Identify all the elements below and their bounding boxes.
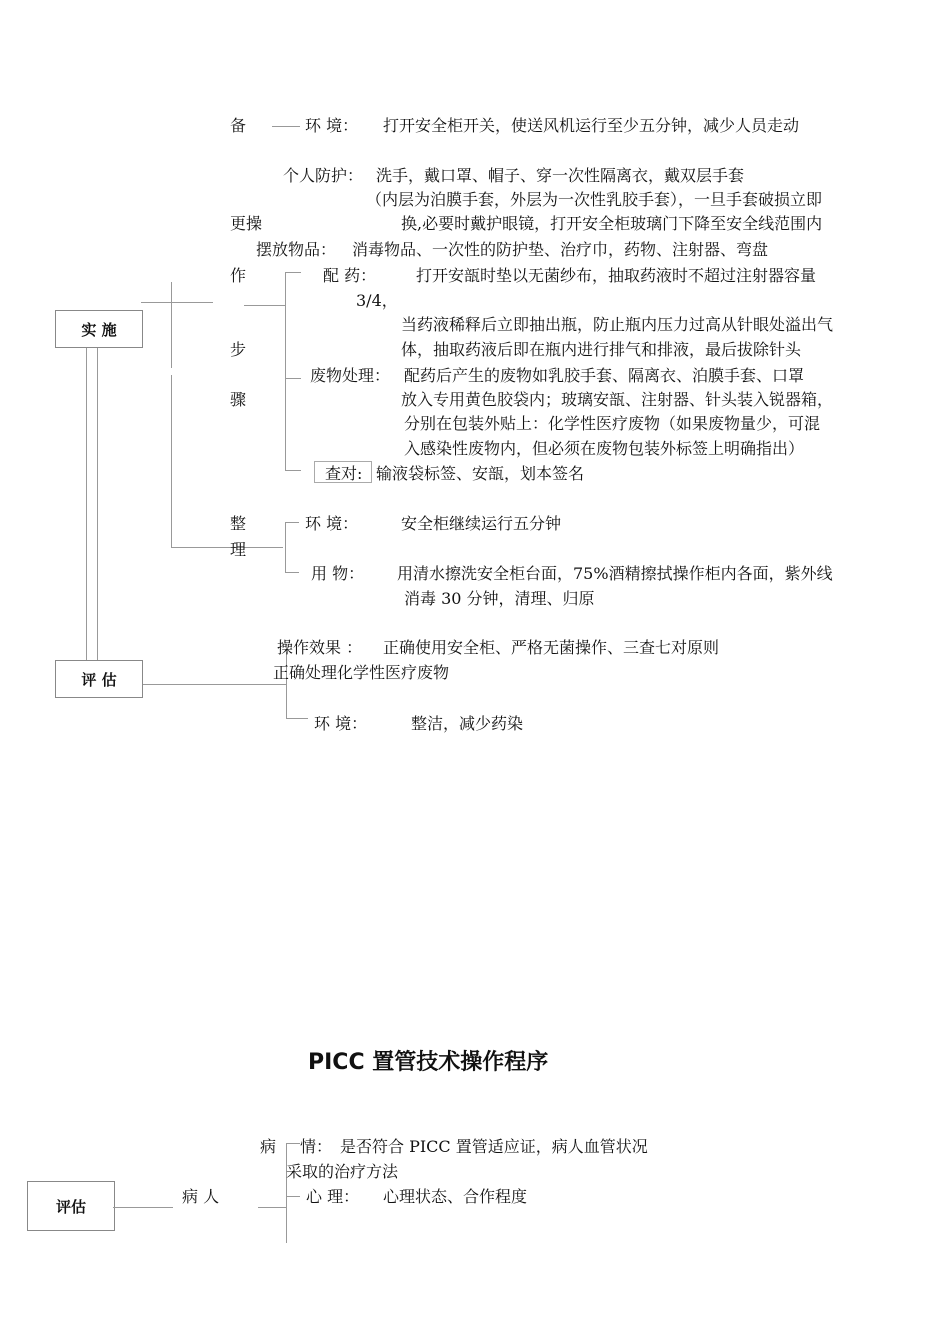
assessment-box: 评估 (27, 1181, 115, 1231)
line-implement-stem-a (86, 348, 87, 660)
eval-env-text: 整洁，减少药染 (411, 714, 524, 733)
side-label-bu: 步 (230, 340, 247, 359)
check-label: 查对: (325, 464, 363, 483)
line-steps-bracket (285, 272, 286, 470)
eval-effect-text: 正确使用安全柜、严格无菌操作、三查七对原则 (383, 638, 720, 657)
waste-line-1: 配药后产生的废物如乳胶手套、隔离衣、泊膜手套、口罩 (404, 366, 805, 385)
psych-text: 心理状态、合作程度 (383, 1187, 528, 1206)
line-patient-branch (258, 1207, 286, 1208)
side-label-geng-cao: 更操 (230, 214, 263, 233)
check-text: 输液袋标签、安瓿，划本签名 (376, 464, 585, 483)
personal-protection-line-1: 洗手，戴口罩、帽子、穿一次性隔离衣，戴双层手套 (376, 166, 745, 185)
place-items-text: 消毒物品、一次性的防护垫、治疗巾，药物、注射器、弯盘 (352, 240, 769, 259)
line-eval-bracket (286, 652, 287, 718)
psych-label: 心 理： (306, 1187, 360, 1206)
env-label: 环 境： (305, 116, 359, 135)
patient-label: 病 人 (182, 1187, 220, 1206)
dose-line-4: 体，抽取药液后即在瓶内进行排气和排液，最后拔除针头 (401, 340, 802, 359)
line-condition-tick (286, 1143, 300, 1144)
dose-line-2: 3/4， (356, 291, 398, 310)
line-tidy-env-tick (285, 522, 299, 523)
line-tidy-branch (171, 547, 283, 548)
page-title: PICC 置管技术操作程序 (308, 1050, 549, 1075)
waste-line-3: 分别在包装外贴上：化学性医疗废物（如果废物量少，可混 (404, 414, 821, 433)
prep-char: 备 (230, 116, 247, 135)
waste-label: 废物处理： (310, 366, 391, 385)
evaluate-box: 评 估 (55, 660, 143, 698)
line-psych-tick (286, 1196, 300, 1197)
line-steps-trunk (171, 282, 172, 368)
waste-line-4: 入感染性废物内，但必须在废物包装外标签上明确指出） (404, 439, 805, 458)
line-dose-tick (285, 272, 301, 273)
condition-label: 情： (300, 1137, 333, 1156)
line-assessment-branch (113, 1207, 173, 1208)
eval-waste-text: 正确处理化学性医疗废物 (273, 663, 450, 682)
implement-box: 实 施 (55, 310, 143, 348)
tidy-env-text: 安全柜继续运行五分钟 (401, 514, 562, 533)
line-tidy-trunk (171, 375, 172, 547)
condition-label-char: 病 (260, 1137, 277, 1156)
place-items-label: 摆放物品： (256, 240, 337, 259)
side-label-zuo: 作 (230, 266, 247, 285)
line-implement-branch (141, 302, 213, 303)
line-tidy-bracket (285, 522, 286, 572)
tidy-use-line-1: 用清水擦洗安全柜台面，75%酒精擦拭操作柜内各面，紫外线 (397, 564, 833, 583)
side-label-zhou: 骤 (230, 390, 247, 409)
tidy-char-zheng: 整 (230, 514, 247, 533)
dose-line-3: 当药液稀释后立即抽出瓶，防止瓶内压力过高从针眼处溢出气 (401, 315, 834, 334)
line-eval-env-tick (286, 718, 308, 719)
tidy-use-line-2: 消毒 30 分钟，清理、归原 (404, 589, 595, 608)
dose-line-1: 打开安瓿时垫以无菌纱布，抽取药液时不超过注射器容量 (416, 266, 817, 285)
therapy-text: 采取的治疗方法 (286, 1162, 399, 1181)
eval-effect-label: 操作效果 ： (277, 638, 363, 657)
line-check-tick (285, 470, 301, 471)
line-patient-bracket (286, 1143, 287, 1243)
line-waste-tick (285, 378, 301, 379)
personal-protection-label: 个人防护： (283, 166, 364, 185)
line-implement-stem-b (97, 348, 98, 660)
waste-line-2: 放入专用黄色胶袋内；玻璃安瓿、注射器、针头装入锐器箱， (401, 390, 834, 409)
line-tidy-use-tick (285, 572, 299, 573)
condition-text: 是否符合 PICC 置管适应证，病人血管状况 (340, 1137, 648, 1156)
tidy-use-label: 用 物： (311, 564, 365, 583)
personal-protection-line-2: （内层为泊膜手套，外层为一次性乳胶手套），一旦手套破损立即 (366, 190, 823, 209)
line-env (272, 126, 300, 127)
tidy-env-label: 环 境： (305, 514, 359, 533)
line-eval-branch (141, 684, 286, 685)
dose-label: 配 药： (323, 266, 377, 285)
tidy-char-li: 理 (230, 540, 247, 559)
eval-env-label: 环 境： (314, 714, 368, 733)
personal-protection-line-3: 换,必要时戴护眼镜，打开安全柜玻璃门下降至安全线范围内 (401, 214, 823, 233)
line-steps-branch (244, 305, 286, 306)
env-text: 打开安全柜开关，使送风机运行至少五分钟，减少人员走动 (383, 116, 800, 135)
